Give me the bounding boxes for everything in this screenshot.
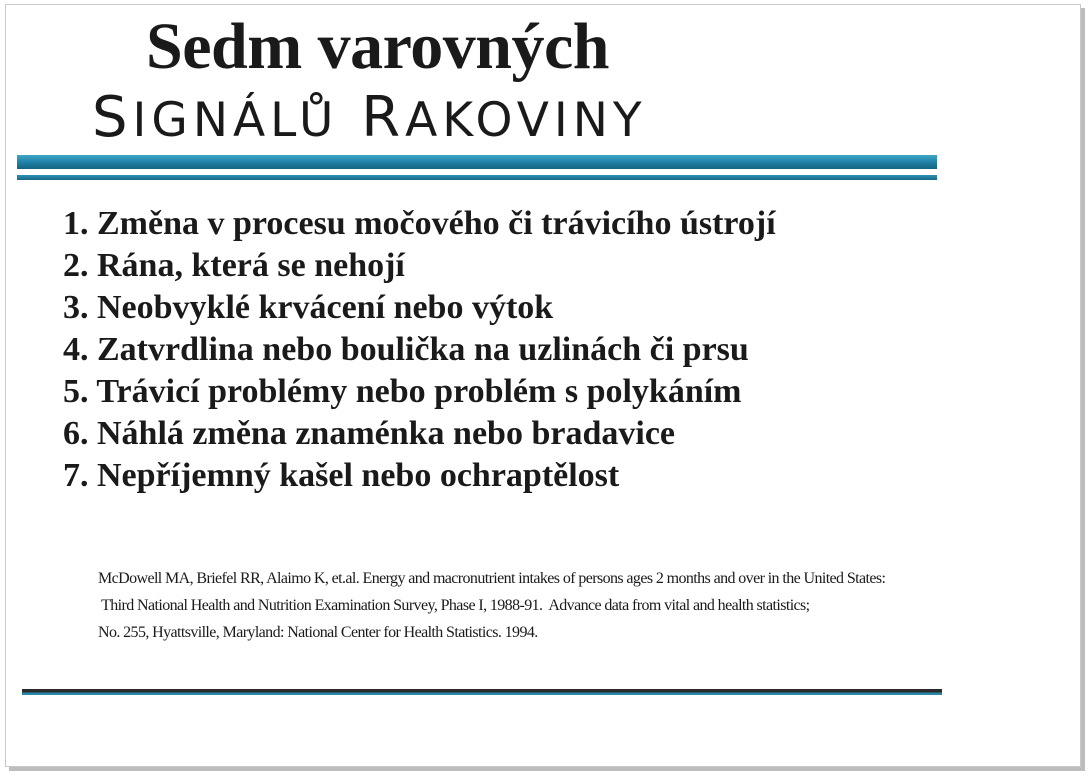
- list-item: 7. Nepříjemný kašel nebo ochraptělost: [63, 457, 620, 494]
- top-divider-thin: [17, 175, 937, 180]
- title-line-1: Sedm varovných: [146, 10, 609, 83]
- reference-line-1: McDowell MA, Briefel RR, Alaimo K, et.al. Energy and macronutrient intakes of persons ages 2 months and over in the United States:: [98, 570, 886, 587]
- top-divider-thick: [17, 155, 937, 169]
- list-item: 6. Náhlá změna znaménka nebo bradavice: [63, 415, 675, 452]
- list-item: 4. Zatvrdlina nebo bouličkа na uzlinách či prsu: [63, 331, 749, 368]
- slide: [5, 4, 1081, 767]
- title-line-2: [92, 83, 647, 156]
- title-word-2-rest: AKOVINY: [405, 93, 647, 148]
- title-word-2-initial: R: [361, 85, 406, 150]
- list-item: 3. Neobvyklé krvácení nebo výtok: [63, 289, 554, 326]
- list-item: 1. Změna v procesu močového či trávicího ústrojí: [63, 205, 776, 242]
- bottom-divider: [22, 689, 942, 695]
- reference-citation: [98, 565, 885, 646]
- title-word-1-initial: S: [92, 85, 133, 150]
- reference-line-2: Third National Health and Nutrition Examination Survey, Phase I, 1988-91. Advance data from vital and health statistics;: [98, 597, 810, 614]
- list-item: 2. Rána, která se nehojí: [63, 247, 405, 284]
- list-item: 5. Trávicí problémy nebo problém s polykáním: [63, 373, 742, 410]
- warning-signal-list: [63, 203, 776, 497]
- title-word-1-rest: IGNÁLŮ: [132, 93, 339, 148]
- reference-line-3: No. 255, Hyattsville, Maryland: National Center for Health Statistics. 1994.: [98, 624, 538, 641]
